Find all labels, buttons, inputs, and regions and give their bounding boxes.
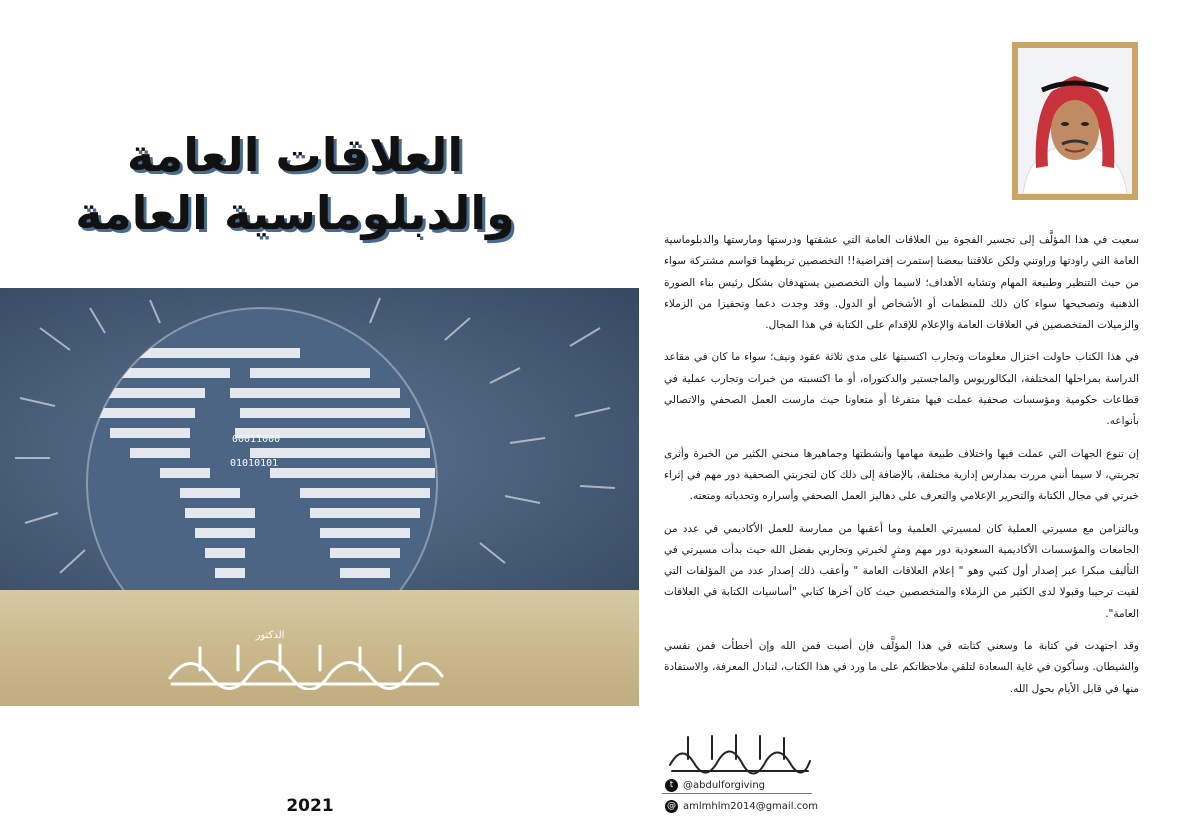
intro-paragraph-3: إن تنوع الجهات التي عملت فيها واختلاف طبيعة مهامها وأنشطتها وجماهيرها منحني الكثير من الخبرة وأثرى تجربتي، لا سيما أنني مررت بمدارس إدارية مختلفة، بالإضافة إلى ذلك كان لتجربتي الصحفية دور مهم في إثراء خبرتي في مجال الكتابة والتحرير الإعلامي والتعرف على دهاليز العمل الصحفي وأسراره وتحدياته ومتعته. [664, 447, 1139, 503]
contact-divider [662, 793, 812, 794]
author-portrait-icon [1018, 48, 1132, 194]
author-prefix: الدكتور [255, 630, 285, 641]
twitter-contact[interactable] [665, 778, 765, 793]
author-photo-frame [1012, 42, 1138, 200]
intro-paragraph-5: وقد اجتهدت في كتابة ما وسعني كتابته في هذا المؤلَّف فإن أصبت فمن الله وإن أخطأت فمن نفسي والشيطان. وسأكون في غاية السعادة لتلقي ملاحظاتكم على ما ورد في هذا الكتاب، لتبادل المعرفة، والاستفادة منها في قابل الأيام بحول الله. [664, 640, 1139, 695]
cover-title-line2: والدبلوماسية العامة [75, 186, 515, 240]
intro-text [664, 230, 1139, 711]
twitter-handle[interactable]: @abdulforgiving [683, 780, 766, 791]
at-icon: @ [667, 801, 676, 811]
author-calligraphy-signature [160, 640, 450, 690]
handwritten-signature [664, 731, 814, 775]
globe-icon [0, 288, 639, 590]
intro-paragraph-1: سعيت في هذا المؤلَّف إلى تجسير الفجوة بين العلاقات العامة التي عشقتها ودرستها ومارستها والدبلوماسية العامة التي راودتها وراوتني ولكن علاقتنا ببعضنا إستمرت إفتراضية!! التخصصين تربطهما قواسم مشتركة سواء من حيث التنظير وطبيعة المهام وتشابه الأهداف؛ لاسيما وأن التخصصين يستهدفان بشكل رئيس بناء الصورة الذهنية وتصحيحها سواء كان ذلك للمنظمات أو الأشخاص أو الدول. وقد وجدت دعما وتحفيزا من الزملاء والزميلات المتخصصين في العلاقات العامة والإعلام للإقدام على الكتابة في هذا المجال. [664, 234, 1139, 332]
email-contact[interactable] [665, 799, 818, 814]
twitter-icon: t [665, 779, 678, 792]
email-address[interactable]: amlmhlm2014@gmail.com [683, 801, 819, 812]
publication-year: 2021 [286, 796, 334, 816]
svg-text:00011000: 00011000 [232, 434, 281, 445]
intro-paragraph-2: في هذا الكتاب حاولت اختزال معلومات وتجارب اكتسبتها على مدى ثلاثة عقود ونيف؛ سواء ما كان في مقاعد الدراسة بمراحلها المختلفة، البكالوريوس والماجستير والدكتوراه، أو ما اكتسبته من خبرات وتجارب عملية في قطاعات حكومية ومؤسسات صحفية عملت فيها متفرغا أو متعاونا حيث مارست العمل الصحفي والاتصالي بأنواعه. [664, 351, 1139, 428]
cover-title-line1: العلاقات العامة [126, 128, 464, 182]
svg-text:01010101: 01010101 [230, 458, 279, 469]
intro-paragraph-4: وبالتزامن مع مسيرتي العملية كان لمسيرتي العلمية وما أعقبها من ممارسة للعمل الأكاديمي في عدد من الجامعات والمؤسسات الأكاديمية السعودية دور مهم ومثرٍ لخبرتي وتجاربي بفضل الله حيث بدأت مسيرتي في التأليف مبكرا عبر إصدار أول كتبي وهو " إعلام العلاقات العامة " وأعقب ذلك إصدار عدد من المؤلفات التي لقيت ترحيبا وقبولا لدى الكثير من الزملاء والمتخصصين حيث كان آخرها كتابي "أساسيات الكتابة في العلاقات العامة". [664, 522, 1139, 620]
globe-illustration [0, 288, 639, 590]
